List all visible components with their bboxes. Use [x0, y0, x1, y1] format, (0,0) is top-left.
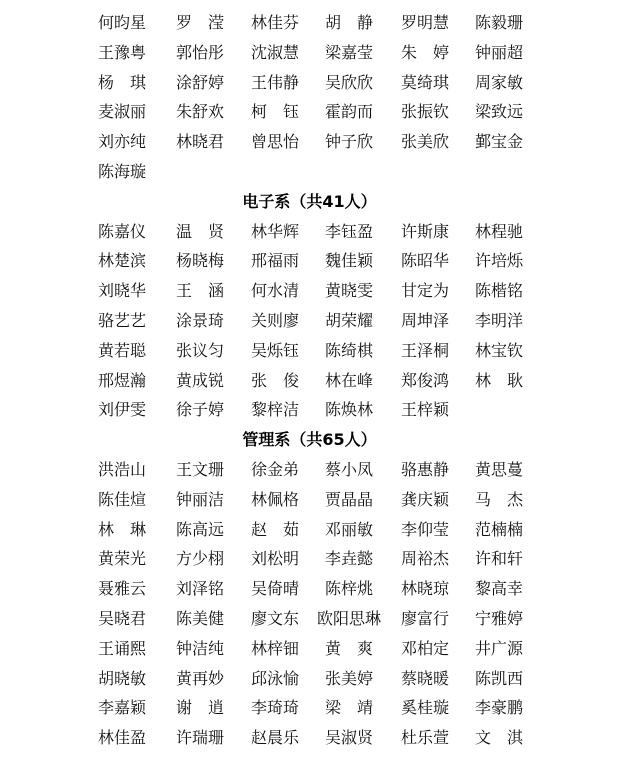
person-name: 莫绮琪	[401, 72, 450, 92]
section-heading-count: （共65人）	[290, 430, 377, 450]
person-name: 林程驰	[475, 221, 524, 241]
person-name: 刘松明	[251, 549, 300, 569]
person-name: 何昀星	[98, 13, 147, 32]
person-name: 曾思怡	[251, 132, 300, 152]
person-name: 罗 滢	[176, 13, 225, 32]
name-row	[0, 515, 619, 545]
section-heading-name: 电子系	[242, 191, 291, 211]
person-name: 吴淑贤	[325, 728, 374, 748]
name-row	[0, 97, 619, 127]
person-name: 胡 静	[325, 13, 374, 32]
person-name: 黎梓洁	[251, 400, 300, 420]
person-name: 杨 琪	[98, 72, 147, 92]
person-name: 甘定为	[401, 281, 450, 301]
person-name: 陈凯西	[475, 668, 524, 688]
person-name: 马 杰	[475, 489, 524, 509]
person-name: 贾晶晶	[325, 489, 374, 509]
person-name: 陈昭华	[401, 251, 450, 271]
person-name: 骆惠静	[401, 459, 450, 479]
person-name: 黎高幸	[475, 579, 524, 599]
person-name: 李嘉颖	[98, 698, 147, 718]
person-name: 钟丽洁	[176, 489, 225, 509]
person-name: 赵 茹	[251, 519, 300, 539]
person-name: 邢福雨	[251, 251, 300, 271]
person-name: 林华辉	[251, 221, 300, 241]
person-name: 陈佳煊	[98, 489, 147, 509]
name-row	[0, 604, 619, 634]
name-row	[0, 276, 619, 306]
person-name: 文 淇	[475, 728, 524, 748]
name-row	[0, 68, 619, 98]
person-name: 李琦琦	[251, 698, 300, 718]
person-name: 陈高远	[176, 519, 225, 539]
person-name: 王梓颖	[401, 400, 450, 420]
name-row	[0, 157, 619, 187]
person-name: 王泽桐	[401, 340, 450, 360]
person-name: 李明洋	[475, 310, 524, 330]
name-row	[0, 544, 619, 574]
person-name: 王文珊	[176, 459, 225, 479]
person-name: 关则廖	[251, 310, 300, 330]
person-name: 陈绮棋	[325, 340, 374, 360]
person-name: 涂舒婷	[176, 72, 225, 92]
name-row	[0, 574, 619, 604]
person-name: 林晓君	[176, 132, 225, 152]
person-name: 奚桂璇	[401, 698, 450, 718]
person-name: 徐子婷	[176, 400, 225, 420]
person-name: 陈梓烑	[325, 579, 374, 599]
person-name: 周坤泽	[401, 310, 450, 330]
person-name: 王豫粤	[98, 42, 147, 62]
person-name: 骆艺艺	[98, 310, 147, 330]
person-name: 赵晨乐	[251, 728, 300, 748]
name-row	[0, 8, 619, 38]
name-row	[0, 217, 619, 247]
person-name: 朱 婷	[401, 42, 450, 62]
person-name: 林佩格	[251, 489, 300, 509]
section-heading	[0, 187, 619, 217]
name-row	[0, 38, 619, 68]
person-name: 沈淑慧	[251, 42, 300, 62]
person-name: 陈毅珊	[475, 13, 524, 32]
name-row	[0, 336, 619, 366]
person-name: 张议匀	[176, 340, 225, 360]
person-name: 蔡晓暖	[401, 668, 450, 688]
person-name: 刘泽铭	[176, 579, 225, 599]
person-name: 杨晓梅	[176, 251, 225, 271]
person-name: 李仰莹	[401, 519, 450, 539]
name-row	[0, 127, 619, 157]
person-name: 林 耿	[475, 370, 524, 390]
person-name: 张 俊	[251, 370, 300, 390]
person-name: 郭怡彤	[176, 42, 225, 62]
person-name: 李垚懿	[325, 549, 374, 569]
person-name: 黄晓雯	[325, 281, 374, 301]
person-name: 朱舒欢	[176, 102, 225, 122]
person-name: 罗明慧	[401, 13, 450, 32]
name-list-page	[0, 8, 619, 753]
person-name: 张美欣	[401, 132, 450, 152]
person-name: 何水清	[251, 281, 300, 301]
person-name: 林 琳	[98, 519, 147, 539]
person-name: 邓柏定	[401, 638, 450, 658]
person-name: 许和轩	[475, 549, 524, 569]
person-name: 刘亦纯	[98, 132, 147, 152]
person-name: 聂雅云	[98, 579, 147, 599]
person-name: 林在峰	[325, 370, 374, 390]
person-name: 张美婷	[325, 668, 374, 688]
person-name: 林楚滨	[98, 251, 147, 271]
person-name: 许培烁	[475, 251, 524, 271]
person-name: 许瑞珊	[176, 728, 225, 748]
person-name: 涂景琦	[176, 310, 225, 330]
person-name: 魏佳颖	[325, 251, 374, 271]
person-name: 杜乐萱	[401, 728, 450, 748]
person-name: 林梓钿	[251, 638, 300, 658]
person-name: 方少栩	[176, 549, 225, 569]
person-name: 廖文东	[251, 608, 300, 628]
person-name: 刘晓华	[98, 281, 147, 301]
person-name: 吴倚晴	[251, 579, 300, 599]
person-name: 周裕杰	[401, 549, 450, 569]
person-name: 廖富行	[401, 608, 450, 628]
person-name: 温 贤	[176, 221, 225, 241]
person-name: 黄若聪	[98, 340, 147, 360]
person-name: 谢 逍	[176, 698, 225, 718]
person-name: 郑俊鸿	[401, 370, 450, 390]
person-name: 龚庆颖	[401, 489, 450, 509]
person-name: 宁雅婷	[475, 608, 524, 628]
section-heading-name: 管理系	[242, 430, 291, 450]
person-name: 钟洁纯	[176, 638, 225, 658]
person-name: 周家敏	[475, 72, 524, 92]
person-name: 林佳芬	[251, 13, 300, 32]
name-row	[0, 723, 619, 753]
person-name: 井广源	[475, 638, 524, 658]
person-name: 洪浩山	[98, 459, 147, 479]
person-name: 林佳盈	[98, 728, 147, 748]
person-name: 梁嘉莹	[325, 42, 374, 62]
name-row	[0, 246, 619, 276]
person-name: 陈美健	[176, 608, 225, 628]
person-name: 梁 靖	[325, 698, 374, 718]
person-name: 刘伊雯	[98, 400, 147, 420]
person-name: 陈楷铭	[475, 281, 524, 301]
person-name: 张振钦	[401, 102, 450, 122]
person-name: 蔡小凤	[325, 459, 374, 479]
name-row	[0, 634, 619, 664]
person-name: 陈焕林	[325, 400, 374, 420]
name-row	[0, 485, 619, 515]
person-name: 徐金弟	[251, 459, 300, 479]
person-name: 陈海璇	[98, 161, 147, 181]
person-name: 邱泳愉	[251, 668, 300, 688]
person-name: 王伟静	[251, 72, 300, 92]
person-name: 黄 爽	[325, 638, 374, 658]
person-name: 吴晓君	[98, 608, 147, 628]
person-name: 黄思蔓	[475, 459, 524, 479]
person-name: 麦淑丽	[98, 102, 147, 122]
person-name: 王诵熙	[98, 638, 147, 658]
person-name: 许斯康	[401, 221, 450, 241]
name-row	[0, 395, 619, 425]
name-row	[0, 366, 619, 396]
person-name: 邢煜瀚	[98, 370, 147, 390]
person-name: 林宝钦	[475, 340, 524, 360]
section-heading	[0, 425, 619, 455]
person-name: 吴欣欣	[325, 72, 374, 92]
person-name: 胡荣耀	[325, 310, 374, 330]
person-name: 李豪鹏	[475, 698, 524, 718]
person-name: 林晓琼	[401, 579, 450, 599]
person-name: 欧阳思琳	[317, 608, 382, 628]
name-row	[0, 306, 619, 336]
section-heading-count: （共41人）	[290, 191, 377, 211]
person-name: 鄞宝金	[475, 132, 524, 152]
person-name: 钟丽超	[475, 42, 524, 62]
name-row	[0, 455, 619, 485]
person-name: 李钰盈	[325, 221, 374, 241]
person-name: 范楠楠	[475, 519, 524, 539]
person-name: 黄再妙	[176, 668, 225, 688]
person-name: 邓丽敏	[325, 519, 374, 539]
person-name: 吴烁钰	[251, 340, 300, 360]
person-name: 梁致远	[475, 102, 524, 122]
person-name: 黄荣光	[98, 549, 147, 569]
person-name: 陈嘉仪	[98, 221, 147, 241]
person-name: 黄成锐	[176, 370, 225, 390]
person-name: 王 涵	[176, 281, 225, 301]
person-name: 柯 钰	[251, 102, 300, 122]
person-name: 钟子欣	[325, 132, 374, 152]
name-row	[0, 693, 619, 723]
name-row	[0, 664, 619, 694]
person-name: 胡晓敏	[98, 668, 147, 688]
person-name: 霍韵而	[325, 102, 374, 122]
